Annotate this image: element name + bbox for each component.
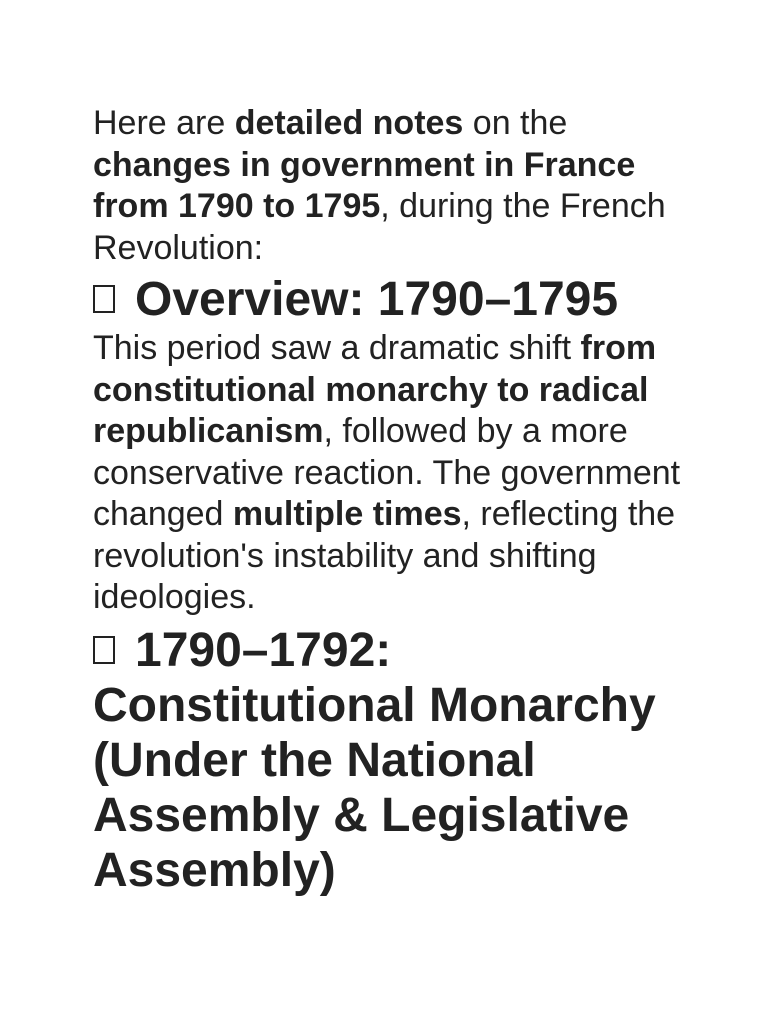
section-heading (93, 623, 693, 898)
overview-bold-1: from constitutional monarchy to radical republicanism (93, 329, 657, 450)
intro-text-2: on the (463, 104, 568, 142)
overview-heading (93, 272, 693, 327)
box-icon (93, 285, 115, 313)
section-heading-text: 1790–1792: Constitutional Monarchy (Under the National Assembly & Legislative Assembly) (93, 623, 656, 897)
overview-text-2: , followed by a more conservative reaction. The government changed (93, 412, 681, 533)
intro-text-1: Here are (93, 104, 235, 142)
intro-bold-2: changes in government in France from 1790 to 1795 (93, 145, 636, 225)
overview-bold-2: multiple times (232, 495, 462, 533)
overview-text-3: , reflecting the revolution's instability and shifting ideologies. (93, 495, 676, 616)
intro-paragraph (93, 103, 693, 269)
document-body (93, 103, 693, 898)
overview-text-1: This period saw a dramatic shift (93, 329, 581, 367)
overview-paragraph (93, 328, 693, 619)
overview-heading-text: Overview: 1790–1795 (135, 273, 619, 326)
box-icon (93, 636, 115, 664)
intro-text-3: , during the French Revolution: (93, 187, 666, 267)
intro-bold-1: detailed notes (234, 104, 464, 142)
